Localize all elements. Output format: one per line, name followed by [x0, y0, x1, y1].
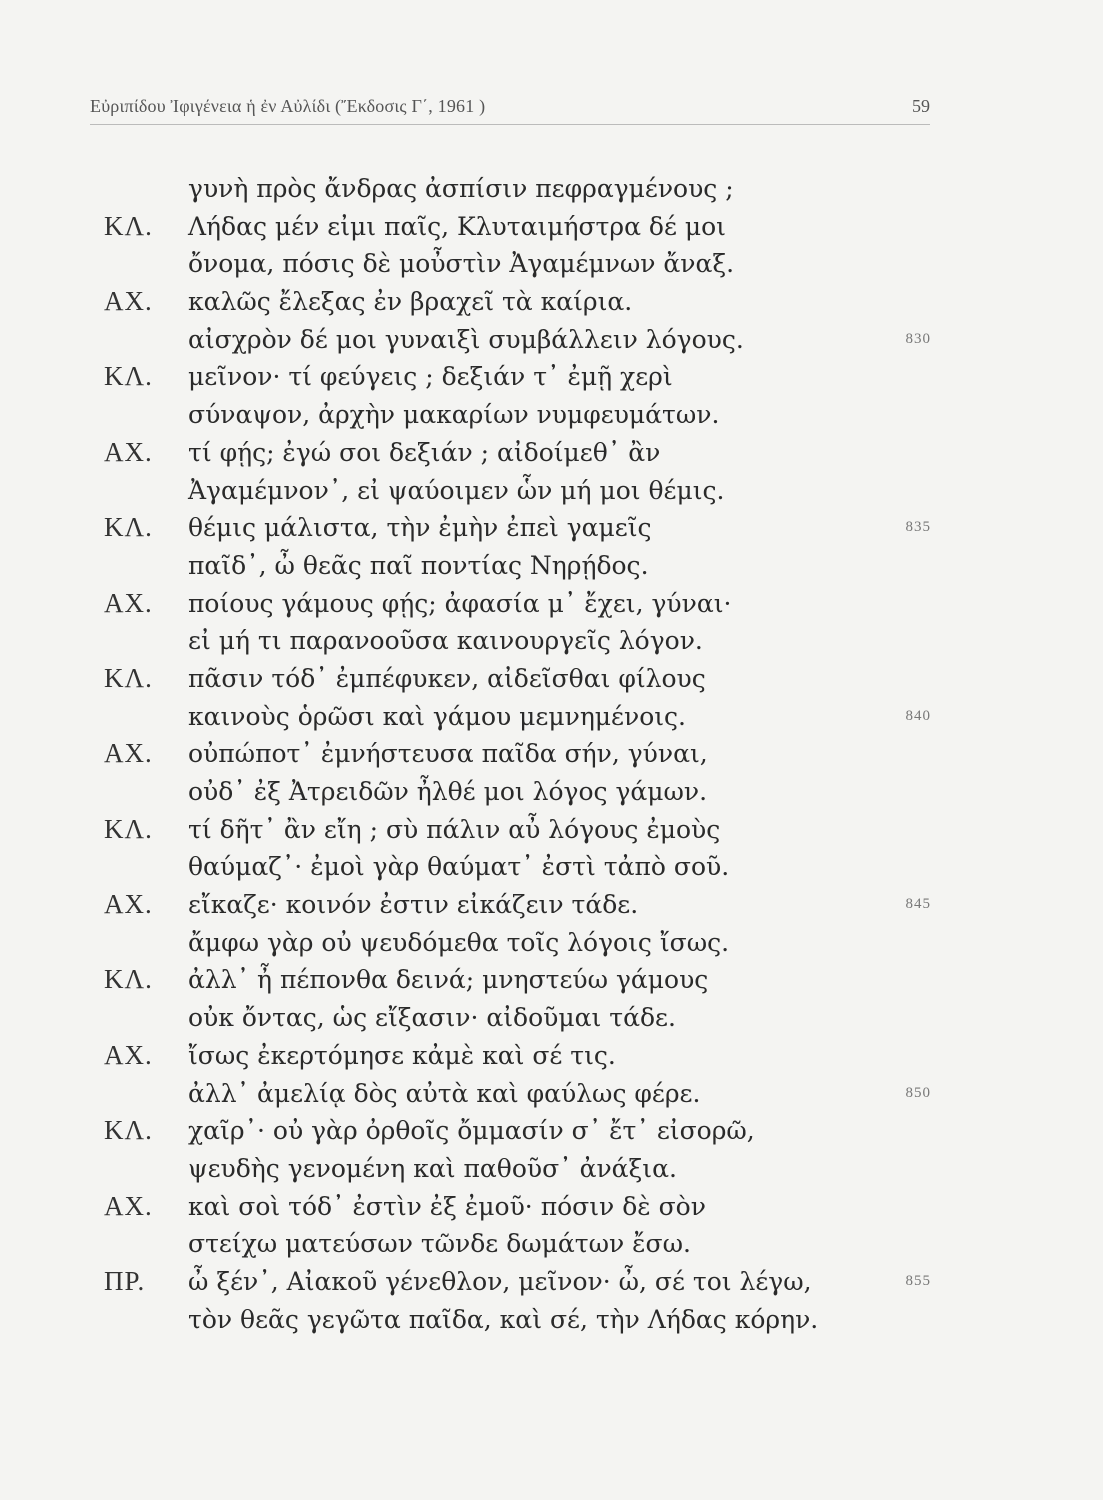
speaker-label: ΠΡ. — [104, 1265, 146, 1296]
verse-text: στείχω ματεύσων τῶνδε δωμάτων ἔσω. — [188, 1229, 691, 1259]
verse-line — [0, 622, 1103, 660]
verse-text: αἰσχρὸν δέ μοι γυναιξὶ συμβάλλειν λόγους. — [188, 324, 744, 354]
speaker-label: ΚΛ. — [104, 813, 153, 844]
speaker-label: ΑΧ. — [104, 1190, 153, 1221]
verse-line — [0, 321, 1103, 359]
verse-line — [0, 811, 1103, 849]
verse-text: ἀλλ᾽ ἀμελίᾳ δὸς αὐτὰ καὶ φαύλως φέρε. — [188, 1078, 701, 1108]
verse-text: παῖδ᾽, ὦ θεᾶς παῖ ποντίας Νηρῄδος. — [188, 550, 649, 580]
verse-block — [0, 170, 1103, 1338]
verse-line — [0, 924, 1103, 962]
verse-text: θέμις μάλιστα, τὴν ἐμὴν ἐπεὶ γαμεῖς — [188, 513, 652, 543]
verse-text: εἴκαζε· κοινόν ἐστιν εἰκάζειν τάδε. — [188, 890, 639, 920]
verse-line — [0, 585, 1103, 623]
verse-text: καλῶς ἔλεξας ἐν βραχεῖ τὰ καίρια. — [188, 287, 633, 317]
speaker-label: ΑΧ. — [104, 286, 153, 317]
verse-text: μεῖνον· τί φεύγεις ; δεξιάν τ᾽ ἐμῇ χερὶ — [188, 362, 673, 392]
speaker-label: ΑΧ. — [104, 436, 153, 467]
speaker-label: ΑΧ. — [104, 587, 153, 618]
verse-line — [0, 1075, 1103, 1113]
verse-line — [0, 886, 1103, 924]
verse-line — [0, 698, 1103, 736]
verse-line — [0, 848, 1103, 886]
line-number: 855 — [905, 1272, 931, 1289]
header-rule — [90, 124, 930, 125]
line-number: 845 — [905, 896, 931, 913]
line-number: 835 — [905, 519, 931, 536]
verse-line — [0, 358, 1103, 396]
verse-line — [0, 1188, 1103, 1226]
verse-line — [0, 1037, 1103, 1075]
verse-text: χαῖρ᾽· οὐ γὰρ ὀρθοῖς ὄμμασίν σ᾽ ἔτ᾽ εἰσορῶ, — [188, 1116, 755, 1146]
verse-text: πᾶσιν τόδ᾽ ἐμπέφυκεν, αἰδεῖσθαι φίλους — [188, 663, 706, 693]
verse-text: οὐδ᾽ ἐξ Ἀτρειδῶν ἦλθέ μοι λόγος γάμων. — [188, 777, 708, 806]
speaker-label: ΚΛ. — [104, 662, 153, 693]
verse-line — [0, 434, 1103, 472]
verse-line — [0, 773, 1103, 811]
verse-line — [0, 547, 1103, 585]
speaker-label: ΚΛ. — [104, 361, 153, 392]
speaker-label: ΑΧ. — [104, 889, 153, 920]
verse-line — [0, 245, 1103, 283]
verse-text: ψευδὴς γενομένη καὶ παθοῦσ᾽ ἀνάξια. — [188, 1153, 677, 1183]
verse-line — [0, 999, 1103, 1037]
speaker-label: ΚΛ. — [104, 512, 153, 543]
verse-text: ἴσως ἐκερτόμησε κἀμὲ καὶ σέ τις. — [188, 1040, 616, 1070]
verse-text: καὶ σοὶ τόδ᾽ ἐστὶν ἐξ ἐμοῦ· πόσιν δὲ σὸν — [188, 1191, 706, 1221]
verse-text: εἰ μή τι παρανοοῦσα καινουργεῖς λόγον. — [188, 626, 703, 656]
verse-text: καινοὺς ὁρῶσι καὶ γάμου μεμνημένοις. — [188, 701, 686, 731]
verse-line — [0, 283, 1103, 321]
line-number: 840 — [905, 707, 931, 724]
verse-line — [0, 509, 1103, 547]
verse-text: ὄνομα, πόσις δὲ μοὖστὶν Ἀγαμέμνων ἄναξ. — [188, 249, 735, 279]
verse-text: τί φῄς; ἐγώ σοι δεξιάν ; αἰδοίμεθ᾽ ἂν — [188, 437, 661, 467]
verse-line — [0, 170, 1103, 208]
verse-line — [0, 396, 1103, 434]
verse-line — [0, 1112, 1103, 1150]
speaker-label: ΑΧ. — [104, 1039, 153, 1070]
speaker-label: ΚΛ. — [104, 1115, 153, 1146]
running-header — [90, 96, 930, 126]
speaker-label: ΚΛ. — [104, 210, 153, 241]
verse-text: τὸν θεᾶς γεγῶτα παῖδα, καὶ σέ, τὴν Λήδας κόρην. — [188, 1304, 819, 1334]
verse-line — [0, 1263, 1103, 1301]
verse-text: ἄμφω γὰρ οὐ ψευδόμεθα τοῖς λόγοις ἴσως. — [188, 927, 730, 957]
verse-line — [0, 1150, 1103, 1188]
line-number: 830 — [905, 330, 931, 347]
verse-line — [0, 208, 1103, 246]
verse-line — [0, 1225, 1103, 1263]
verse-text: ὦ ξέν᾽, Αἰακοῦ γένεθλον, μεῖνον· ὦ, σέ τοι λέγω, — [188, 1266, 812, 1296]
verse-text: Λήδας μέν εἰμι παῖς, Κλυταιμήστρα δέ μοι — [188, 211, 726, 241]
verse-text: σύναψον, ἀρχὴν μακαρίων νυμφευμάτων. — [188, 400, 720, 430]
speaker-label: ΚΛ. — [104, 964, 153, 995]
verse-line — [0, 472, 1103, 510]
verse-line — [0, 735, 1103, 773]
verse-text: ποίους γάμους φῄς; ἀφασία μ᾽ ἔχει, γύναι· — [188, 588, 732, 618]
verse-text: θαύμαζ᾽· ἐμοὶ γὰρ θαύματ᾽ ἐστὶ τἀπὸ σοῦ. — [188, 852, 730, 882]
line-number: 850 — [905, 1084, 931, 1101]
verse-line — [0, 660, 1103, 698]
verse-text: Ἀγαμέμνον᾽, εἰ ψαύοιμεν ὧν μή μοι θέμις. — [188, 475, 725, 505]
verse-text: οὐπώποτ᾽ ἐμνήστευσα παῖδα σήν, γύναι, — [188, 739, 708, 769]
page-number: 59 — [912, 96, 930, 116]
verse-text: ἀλλ᾽ ἦ πέπονθα δεινά; μνηστεύω γάμους — [188, 965, 709, 995]
verse-text: γυνὴ πρὸς ἄνδρας ἀσπίσιν πεφραγμένους ; — [188, 174, 734, 203]
verse-text: τί δῆτ᾽ ἂν εἴη ; σὺ πάλιν αὖ λόγους ἐμοὺς — [188, 814, 721, 844]
verse-text: οὐκ ὄντας, ὡς εἴξασιν· αἰδοῦμαι τάδε. — [188, 1003, 676, 1033]
header-title: Εὐριπίδου Ἰφιγένεια ἡ ἐν Αὐλίδι (Ἔκδοσις Γ΄, 1961 ) — [90, 96, 486, 116]
verse-line — [0, 961, 1103, 999]
verse-line — [0, 1301, 1103, 1339]
speaker-label: ΑΧ. — [104, 738, 153, 769]
